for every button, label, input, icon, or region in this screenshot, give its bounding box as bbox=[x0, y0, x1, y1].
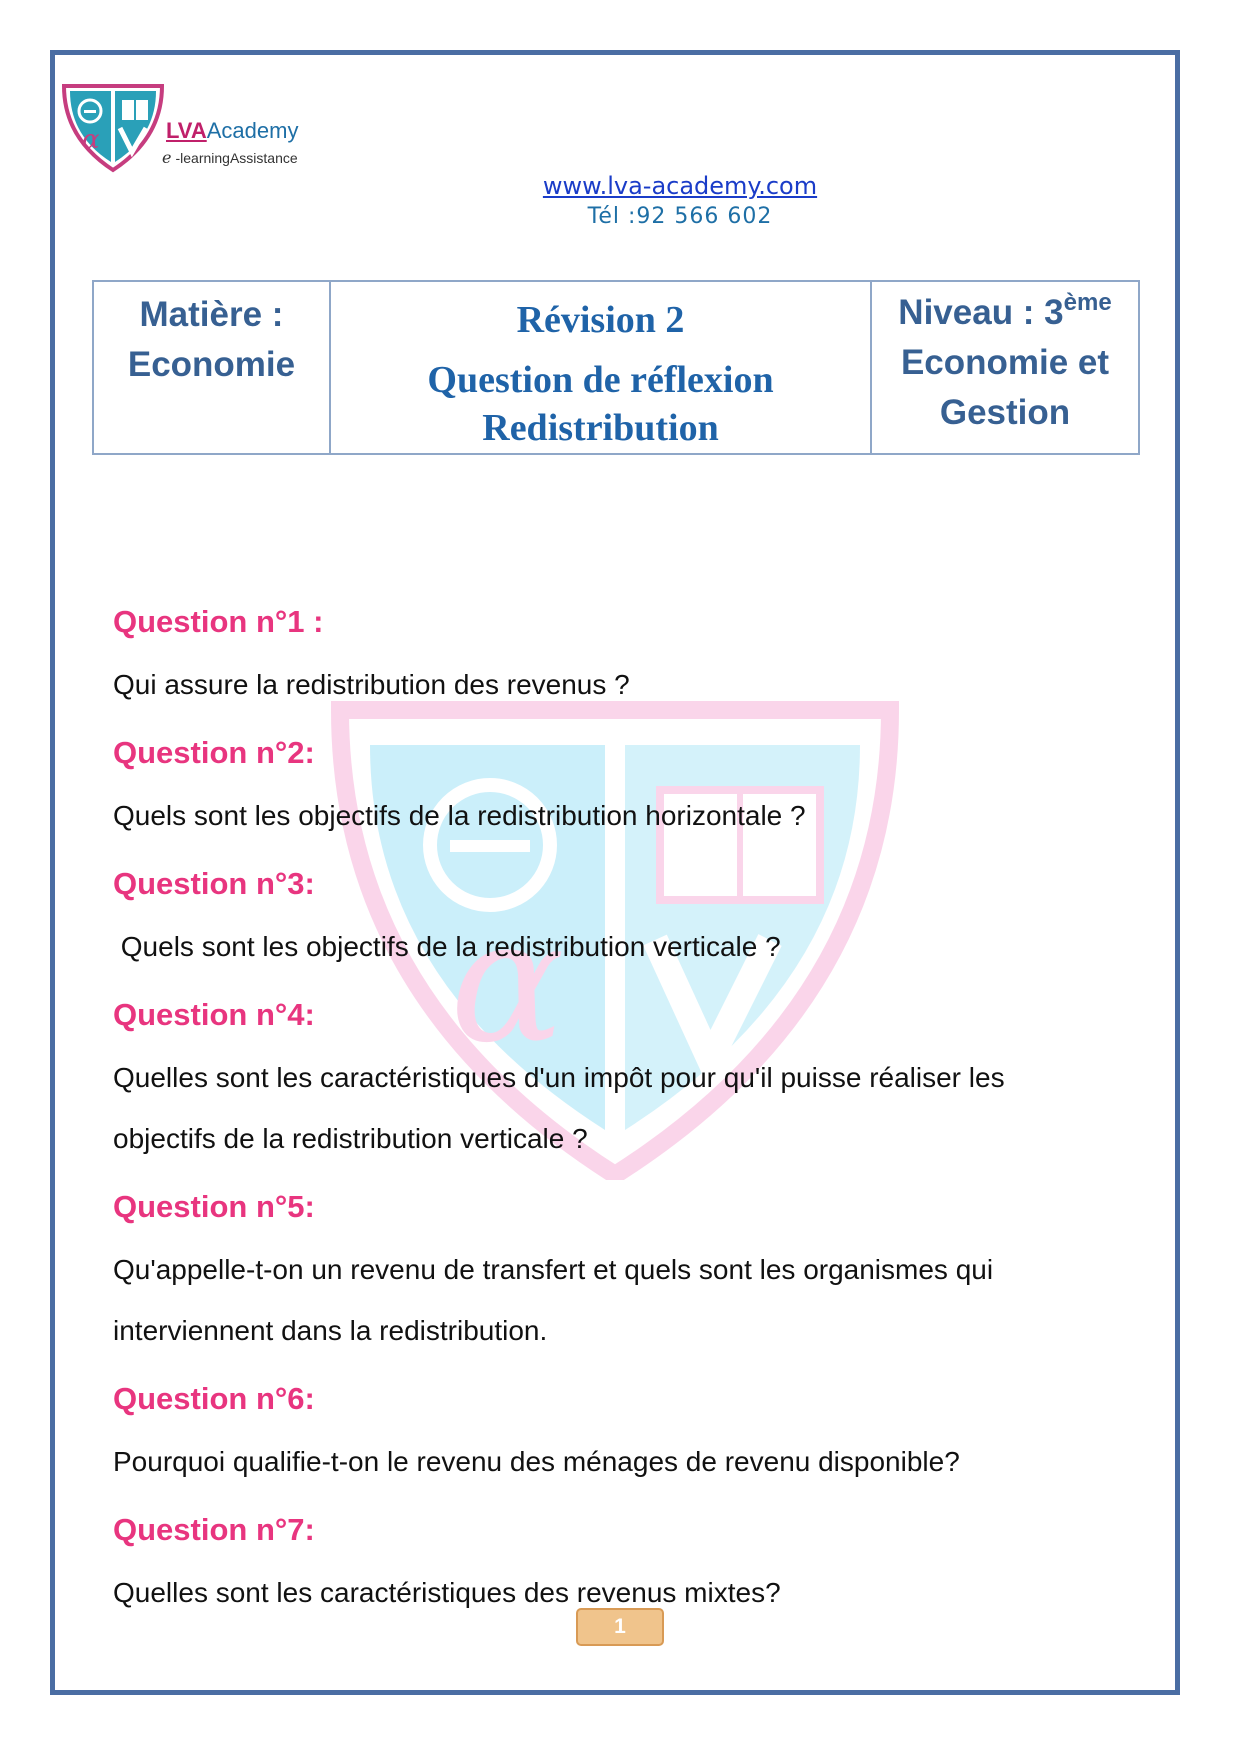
question-text: Pourquoi qualifie-t-on le revenu des ménages de revenu disponible? bbox=[113, 1446, 960, 1477]
question-6 bbox=[113, 1367, 1113, 1498]
question-1 bbox=[113, 590, 1113, 721]
page-number: 1 bbox=[576, 1608, 664, 1646]
question-title: Question n°4: bbox=[113, 997, 315, 1032]
question-title: Question n°5: bbox=[113, 1189, 315, 1224]
brand bbox=[162, 118, 299, 167]
level-cell bbox=[871, 281, 1139, 454]
title-line-3: Redistribution bbox=[482, 407, 719, 449]
contact-info bbox=[0, 172, 1240, 229]
phone-number: Tél :92 566 602 bbox=[587, 204, 773, 229]
subject-cell bbox=[93, 281, 330, 454]
question-2 bbox=[113, 721, 1113, 852]
brand-name: LVAAcademy bbox=[166, 118, 299, 143]
svg-text:α: α bbox=[82, 125, 100, 155]
questions-list bbox=[113, 590, 1113, 1629]
question-title: Question n°2: bbox=[113, 735, 315, 770]
title-line-1: Révision 2 bbox=[516, 299, 685, 341]
header-table bbox=[92, 280, 1140, 455]
question-text: Qu'appelle-t-on un revenu de transfert et quels sont les organismes qui interviennent dans la redistribution. bbox=[113, 1254, 994, 1346]
level-label: Niveau : 3ème bbox=[898, 289, 1112, 332]
question-title: Question n°7: bbox=[113, 1512, 315, 1547]
question-title: Question n°6: bbox=[113, 1381, 315, 1416]
question-text: Quels sont les objectifs de la redistribution verticale ? bbox=[113, 931, 781, 962]
subject-value: Economie bbox=[127, 345, 296, 384]
question-text: Quels sont les objectifs de la redistribution horizontale ? bbox=[113, 800, 806, 831]
question-text: Qui assure la redistribution des revenus ? bbox=[113, 669, 630, 700]
website-link[interactable]: www.lva-academy.com bbox=[542, 172, 818, 200]
question-title: Question n°3: bbox=[113, 866, 315, 901]
question-4 bbox=[113, 983, 1113, 1175]
brand-tagline: e -learningAssistance bbox=[162, 148, 298, 167]
lva-academy-logo-icon bbox=[58, 78, 168, 174]
question-title: Question n°1 : bbox=[113, 604, 324, 639]
title-line-2: Question de réflexion bbox=[427, 359, 774, 401]
question-5 bbox=[113, 1175, 1113, 1367]
question-3 bbox=[113, 852, 1113, 983]
level-line-2: Economie et bbox=[900, 343, 1110, 382]
level-line-3: Gestion bbox=[939, 393, 1071, 432]
subject-label: Matière : bbox=[139, 295, 284, 334]
svg-text:α: α bbox=[450, 883, 565, 1081]
title-cell bbox=[330, 281, 871, 454]
question-text: Quelles sont les caractéristiques d'un impôt pour qu'il puisse réaliser les objectifs de la redistribution verticale ? bbox=[113, 1062, 1005, 1154]
question-text: Quelles sont les caractéristiques des revenus mixtes? bbox=[113, 1577, 781, 1608]
